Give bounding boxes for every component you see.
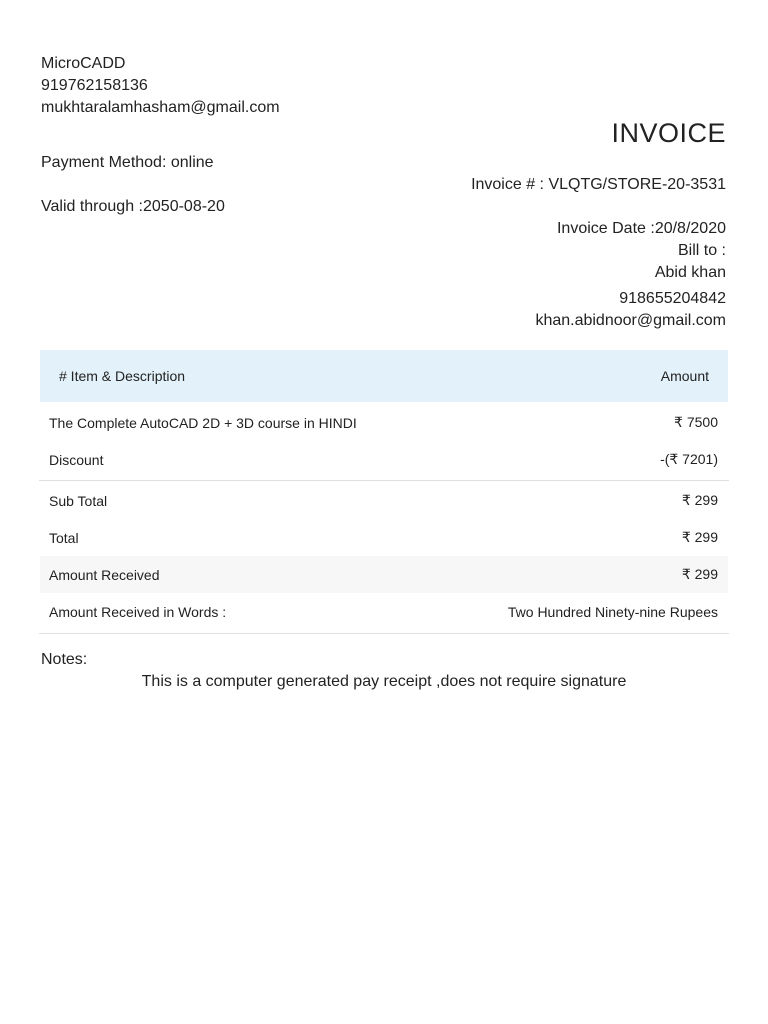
summary-label: Total	[49, 529, 79, 546]
seller-info	[41, 53, 280, 119]
notes-label: Notes:	[41, 651, 88, 668]
header-item-description: # Item & Description	[59, 368, 186, 384]
table-row	[40, 441, 728, 478]
item-description: Discount	[49, 451, 104, 468]
summary-label: Amount Received in Words :	[49, 603, 227, 620]
summary-value: ₹ 299	[681, 492, 718, 508]
invoice-table	[40, 350, 728, 634]
item-amount: -(₹ 7201)	[660, 451, 718, 467]
header-amount: Amount	[660, 368, 709, 384]
summary-value: ₹ 299	[681, 566, 718, 582]
bill-to-label: Bill to :	[677, 242, 726, 259]
invoice-number: Invoice # : VLQTG/STORE-20-3531	[471, 176, 726, 193]
bill-to-phone: 918655204842	[619, 290, 726, 307]
summary-row-amount-in-words	[40, 593, 728, 630]
invoice-date: Invoice Date :20/8/2020	[556, 220, 726, 237]
summary-value: Two Hundred Ninety-nine Rupees	[507, 603, 718, 620]
seller-email: mukhtaralamhasham@gmail.com	[41, 99, 280, 116]
seller-name: MicroCADD	[41, 55, 126, 72]
summary-label: Amount Received	[49, 566, 160, 583]
bill-to-email: khan.abidnoor@gmail.com	[535, 312, 726, 329]
table-row	[40, 404, 728, 441]
valid-through: Valid through :2050-08-20	[41, 198, 225, 215]
item-amount: ₹ 7500	[674, 414, 718, 430]
notes-text: This is a computer generated pay receipt ,does not require signature	[141, 673, 627, 690]
bill-to-name: Abid khan	[654, 264, 726, 281]
invoice-title: INVOICE	[611, 118, 726, 148]
summary-row-subtotal	[40, 482, 728, 519]
summary-value: ₹ 299	[681, 529, 718, 545]
seller-phone: 919762158136	[41, 77, 148, 94]
table-bottom-divider	[39, 633, 729, 634]
item-description: The Complete AutoCAD 2D + 3D course in HINDI	[49, 414, 357, 431]
table-header	[40, 350, 728, 402]
summary-row-total	[40, 519, 728, 556]
summary-label: Sub Total	[49, 492, 108, 509]
payment-method: Payment Method: online	[41, 154, 214, 171]
summary-row-amount-received	[40, 556, 728, 593]
